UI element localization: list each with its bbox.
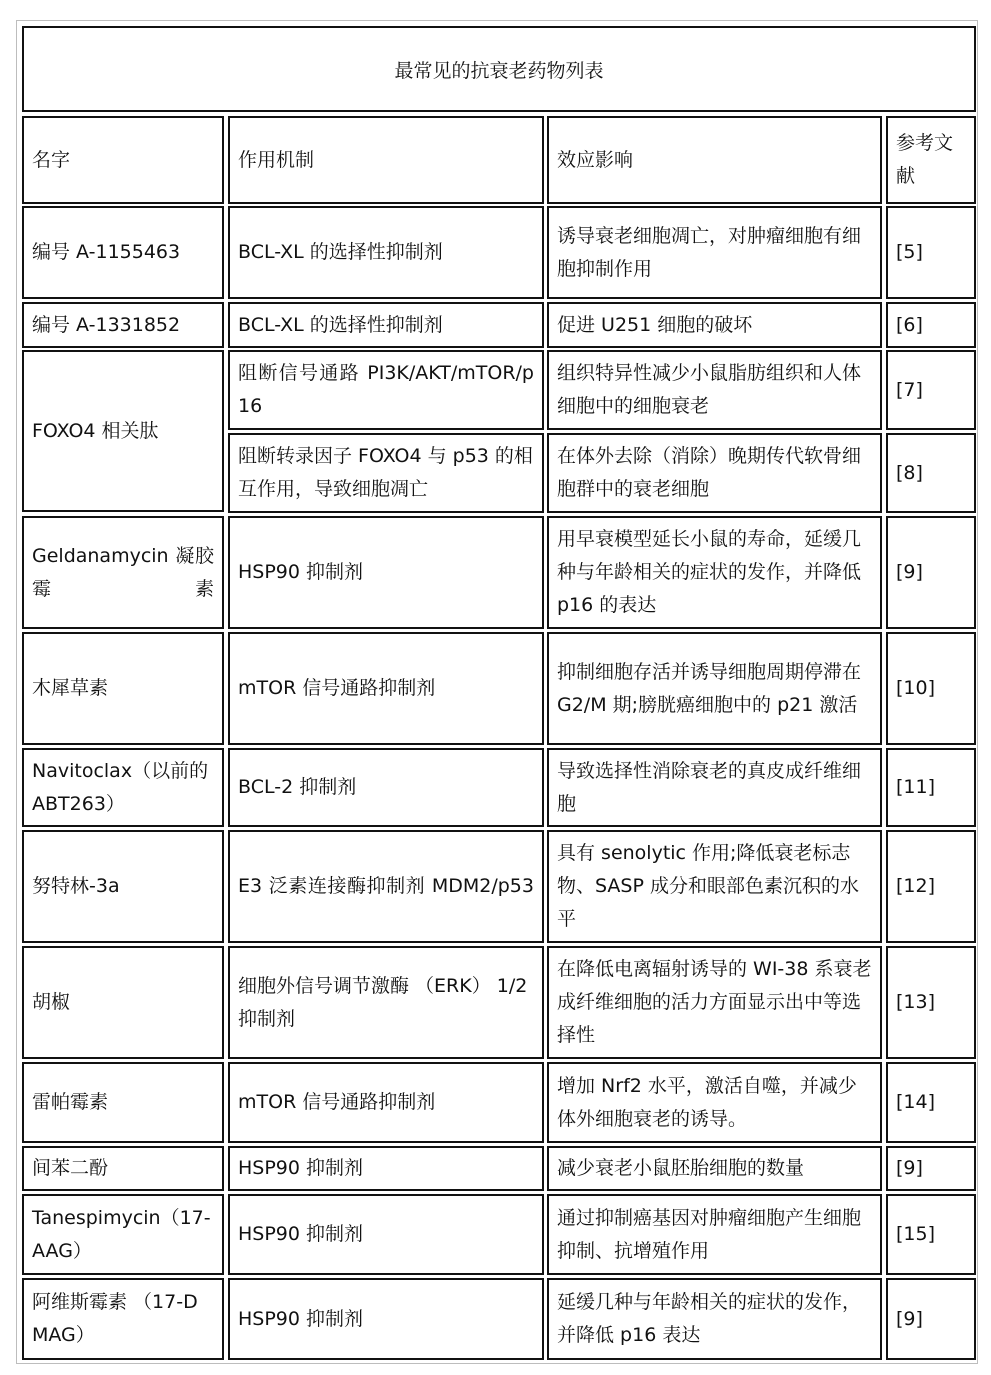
- drug-name-cell-text: 木犀草素: [32, 677, 109, 699]
- reference-cell-text: [9]: [896, 1307, 923, 1330]
- effect-cell: [547, 1146, 882, 1191]
- effect-cell-text: 导致选择性消除衰老的真皮成纤维细胞: [557, 759, 862, 815]
- effect-cell-text: 抑制细胞存活并诱导细胞周期停滞在 G2/M 期;膀胱癌细胞中的 p21 激活: [557, 660, 862, 716]
- mechanism-cell: [228, 1278, 544, 1360]
- reference-cell: [886, 946, 976, 1059]
- reference-cell-text: [15]: [896, 1223, 936, 1245]
- effect-cell: [547, 946, 882, 1059]
- effect-cell-text: 在体外去除（消除）晚期传代软骨细胞群中的衰老细胞: [557, 445, 862, 500]
- reference-cell-text: [7]: [896, 378, 923, 401]
- effect-cell-text: 诱导衰老细胞凋亡，对肿瘤细胞有细胞抑制作用: [557, 224, 862, 280]
- mechanism-cell-text: 阻断转录因子 FOXO4 与 p53 的相互作用，导致细胞凋亡: [238, 445, 533, 500]
- reference-cell-text: [9]: [896, 1157, 923, 1179]
- mechanism-cell-text: BCL-2 抑制剂: [238, 776, 357, 798]
- reference-cell-text: [5]: [896, 241, 923, 263]
- drug-name-cell-text: 努特林-3a: [32, 875, 120, 897]
- effect-cell: [547, 830, 882, 943]
- drug-name-cell-text: 间苯二酚: [32, 1157, 109, 1179]
- header-effect-text: 效应影响: [557, 148, 634, 171]
- reference-cell-text: [12]: [896, 875, 936, 897]
- mechanism-cell-text: 阻断信号通路 PI3K/AKT/mTOR/p16: [238, 362, 534, 417]
- mechanism-cell: [228, 1146, 544, 1191]
- mechanism-cell: [228, 946, 544, 1059]
- drug-name-cell: [22, 1146, 224, 1191]
- mechanism-cell: [228, 302, 544, 348]
- header-effect: [547, 116, 882, 204]
- reference-cell: [886, 1194, 976, 1275]
- drug-name-cell: [22, 1278, 224, 1360]
- effect-cell: [547, 1278, 882, 1360]
- mechanism-cell: [228, 632, 544, 745]
- mechanism-cell-text: mTOR 信号通路抑制剂: [238, 677, 436, 699]
- effect-cell-text: 用早衰模型延长小鼠的寿命，延缓几种与年龄相关的症状的发作，并降低 p16 的表达: [557, 528, 862, 616]
- reference-cell: [886, 302, 976, 348]
- effect-cell: [547, 1062, 882, 1143]
- effect-cell: [547, 302, 882, 348]
- header-mechanism-text: 作用机制: [238, 148, 315, 171]
- reference-cell-text: [13]: [896, 991, 936, 1013]
- drug-name-cell: [22, 830, 224, 943]
- drug-name-cell: [22, 516, 224, 629]
- reference-cell: [886, 1062, 976, 1143]
- drug-name-cell-text: 编号 A-1155463: [32, 241, 181, 263]
- drug-name-cell: [22, 748, 224, 827]
- drug-name-cell-text: Geldanamycin 凝胶霉素: [32, 544, 214, 600]
- drug-name-cell-text: 阿维斯霉素 （17-DMAG）: [32, 1291, 198, 1346]
- mechanism-cell: [228, 1062, 544, 1143]
- reference-cell-text: [6]: [896, 313, 923, 336]
- mechanism-cell-text: HSP90 抑制剂: [238, 1307, 364, 1330]
- effect-cell: [547, 516, 882, 629]
- header-name-text: 名字: [32, 148, 71, 171]
- effect-cell-text: 增加 Nrf2 水平，激活自噬，并减少体外细胞衰老的诱导。: [557, 1074, 857, 1130]
- drug-name-cell-text: 编号 A-1331852: [32, 313, 181, 336]
- reference-cell: [886, 433, 976, 513]
- reference-cell: [886, 1146, 976, 1191]
- effect-cell: [547, 433, 882, 513]
- header-mechanism: [228, 116, 544, 204]
- drug-name-cell: [22, 350, 224, 512]
- reference-cell: [886, 830, 976, 943]
- reference-cell-text: [8]: [896, 461, 923, 484]
- drug-name-cell-text: Navitoclax（以前的 ABT263）: [32, 759, 209, 815]
- drug-name-cell: [22, 632, 224, 745]
- header-reference-text: 参考文献: [896, 132, 954, 187]
- reference-cell-text: [14]: [896, 1091, 936, 1113]
- reference-cell-text: [11]: [896, 776, 936, 798]
- mechanism-cell: [228, 830, 544, 943]
- effect-cell: [547, 632, 882, 745]
- effect-cell-text: 通过抑制癌基因对肿瘤细胞产生细胞抑制、抗增殖作用: [557, 1206, 862, 1262]
- table-title: 最常见的抗衰老药物列表: [22, 26, 976, 112]
- reference-cell: [886, 1278, 976, 1360]
- reference-cell-text: [9]: [896, 561, 923, 583]
- effect-cell-text: 减少衰老小鼠胚胎细胞的数量: [557, 1157, 805, 1179]
- reference-cell-text: [10]: [896, 677, 936, 699]
- reference-cell: [886, 350, 976, 430]
- drug-name-cell: [22, 1194, 224, 1275]
- mechanism-cell: [228, 516, 544, 629]
- drug-name-cell: [22, 206, 224, 299]
- reference-cell: [886, 748, 976, 827]
- drug-name-cell-text: FOXO4 相关肽: [32, 419, 159, 442]
- drug-name-cell: [22, 1062, 224, 1143]
- reference-cell: [886, 206, 976, 299]
- reference-cell: [886, 632, 976, 745]
- mechanism-cell-text: 细胞外信号调节激酶 （ERK） 1/2 抑制剂: [238, 974, 528, 1030]
- drug-name-cell: [22, 946, 224, 1059]
- effect-cell: [547, 1194, 882, 1275]
- drug-name-cell-text: 胡椒: [32, 991, 71, 1013]
- drug-name-cell-text: Tanespimycin（17-AAG）: [32, 1206, 211, 1262]
- mechanism-cell-text: E3 泛素连接酶抑制剂 MDM2/p53: [238, 875, 534, 897]
- mechanism-cell: [228, 748, 544, 827]
- effect-cell: [547, 206, 882, 299]
- mechanism-cell: [228, 1194, 544, 1275]
- mechanism-cell-text: BCL-XL 的选择性抑制剂: [238, 313, 443, 336]
- effect-cell: [547, 350, 882, 430]
- mechanism-cell-text: BCL-XL 的选择性抑制剂: [238, 241, 443, 263]
- effect-cell-text: 延缓几种与年龄相关的症状的发作，并降低 p16 表达: [557, 1291, 862, 1346]
- mechanism-cell: [228, 433, 544, 513]
- header-name: [22, 116, 224, 204]
- mechanism-cell: [228, 206, 544, 299]
- drug-name-cell-text: 雷帕霉素: [32, 1091, 109, 1113]
- header-reference: [886, 116, 976, 204]
- mechanism-cell-text: mTOR 信号通路抑制剂: [238, 1091, 436, 1113]
- mechanism-cell: [228, 350, 544, 430]
- effect-cell: [547, 748, 882, 827]
- drug-name-cell: [22, 302, 224, 348]
- effect-cell-text: 具有 senolytic 作用;降低衰老标志物、SASP 成分和眼部色素沉积的水平: [557, 842, 859, 930]
- effect-cell-text: 组织特异性减少小鼠脂肪组织和人体细胞中的细胞衰老: [557, 362, 862, 417]
- effect-cell-text: 促进 U251 细胞的破坏: [557, 313, 753, 336]
- effect-cell-text: 在降低电离辐射诱导的 WI-38 系衰老成纤维细胞的活力方面显示出中等选择性: [557, 958, 872, 1046]
- mechanism-cell-text: HSP90 抑制剂: [238, 1223, 364, 1245]
- mechanism-cell-text: HSP90 抑制剂: [238, 561, 364, 583]
- reference-cell: [886, 516, 976, 629]
- mechanism-cell-text: HSP90 抑制剂: [238, 1157, 364, 1179]
